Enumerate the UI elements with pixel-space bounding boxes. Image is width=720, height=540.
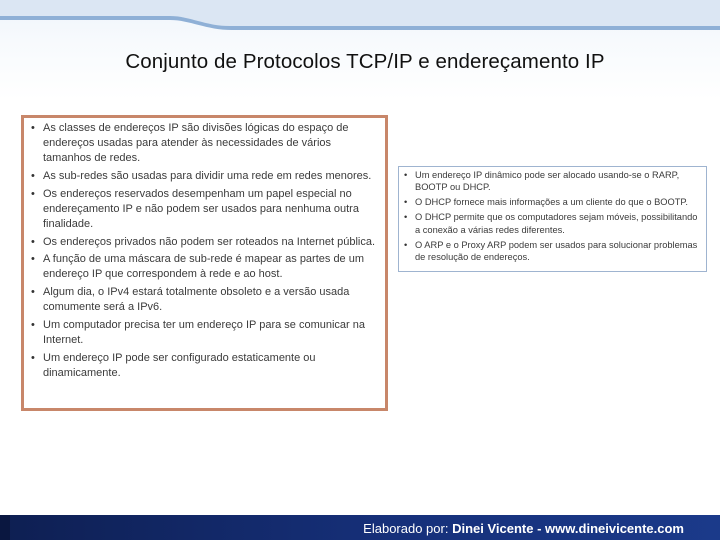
list-item (30, 235, 379, 250)
bullet-icon: • (31, 351, 35, 364)
list-item-text: O DHCP permite que os computadores sejam móveis, possibilitando a conexão a várias redes diferentes. (415, 212, 698, 235)
list-item-text: Os endereços reservados desempenham um papel especial no endereçamento IP e não podem ser usados para nenhuma outra finalidade. (43, 187, 359, 230)
footer-bar (0, 515, 720, 540)
list-item-text: Os endereços privados não podem ser roteados na Internet pública. (43, 235, 376, 248)
list-item (30, 252, 379, 282)
list-item (403, 196, 702, 208)
list-item (30, 351, 379, 381)
list-item-text: A função de uma máscara de sub-rede é mapear as partes de um endereço IP que correspondem à rede e ao host. (43, 253, 365, 281)
footer-author: Dinei Vicente - (452, 521, 546, 536)
bullet-icon: • (31, 318, 35, 331)
list-item-text: As sub-redes são usadas para dividir uma rede em redes menores. (43, 170, 372, 182)
footer-accent (0, 515, 10, 540)
bullet-icon: • (404, 170, 408, 180)
list-item (30, 121, 379, 167)
bullet-icon: • (31, 187, 35, 200)
bullet-icon: • (31, 285, 35, 298)
list-item (403, 239, 702, 264)
list-item-text: Um computador precisa ter um endereço IP para se comunicar na Internet. (43, 318, 366, 346)
right-bullet-list (403, 169, 702, 263)
bullet-icon: • (404, 239, 408, 250)
footer-credit (363, 521, 684, 536)
footer-site-link[interactable]: www.dineivicente.com (545, 521, 684, 536)
list-item (30, 187, 379, 233)
right-bullet-box (398, 166, 707, 272)
list-item (403, 169, 702, 194)
list-item (30, 169, 379, 184)
bullet-icon: • (31, 170, 35, 182)
bullet-icon: • (31, 122, 35, 134)
list-item-text: Um endereço IP dinâmico pode ser alocado usando-se o RARP, BOOTP ou DHCP. (415, 170, 680, 193)
list-item-text: O DHCP fornece mais informações a um cliente do que o BOOTP. (415, 197, 689, 208)
list-item (30, 318, 379, 348)
left-bullet-box (21, 115, 388, 411)
list-item (403, 211, 702, 236)
header-swoosh-graphic (0, 0, 720, 40)
bullet-icon: • (31, 235, 35, 248)
slide-title: Conjunto de Protocolos TCP/IP e endereçamento IP (125, 50, 605, 73)
list-item-text: Algum dia, o IPv4 estará totalmente obsoleto e a versão usada comumente será a IPv6. (43, 285, 350, 314)
list-item-text: O ARP e o Proxy ARP podem ser usados para solucionar problemas de resolução de endereços. (415, 239, 698, 262)
bullet-icon: • (404, 212, 408, 223)
list-item-text: As classes de endereços IP são divisões lógicas do espaço de endereços usadas para atender às necessidades de vários tamanhos de redes. (43, 122, 349, 165)
list-item (30, 285, 379, 315)
footer-prefix: Elaborado por: (363, 521, 453, 536)
list-item-text: Um endereço IP pode ser configurado estaticamente ou dinamicamente. (43, 351, 316, 379)
bullet-icon: • (404, 197, 408, 208)
bullet-icon: • (31, 253, 35, 266)
left-bullet-list (30, 121, 379, 381)
